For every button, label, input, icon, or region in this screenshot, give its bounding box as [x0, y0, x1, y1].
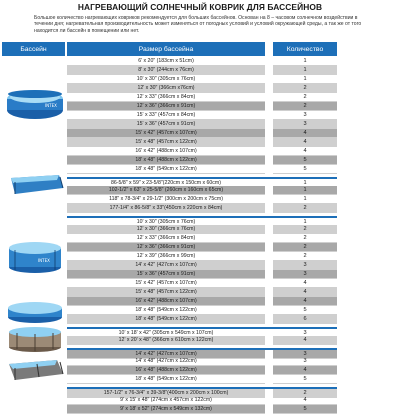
pool-size-cell: 177-1/4" x 86-5/8" x 33"(450cm x 220cm x 84cm) — [67, 204, 265, 213]
quantity-cell: 3 — [273, 329, 337, 338]
table-row — [67, 357, 337, 366]
table-row — [67, 225, 337, 234]
table-row — [67, 336, 337, 345]
table-row — [67, 288, 337, 297]
table-row — [67, 195, 337, 204]
table-row — [67, 57, 337, 66]
pool-size-cell: 12' x 20' x 48" (366cm x 610cm x 122cm) — [67, 336, 265, 345]
svg-text:INTEX: INTEX — [38, 258, 50, 263]
pool-size-cell: 14' x 48" (427cm x 122cm) — [67, 357, 265, 366]
pool-size-cell: 157-1/2" x 76-3/4" x 39-3/8"(400cm x 200cm x 100cm) — [67, 389, 265, 398]
pool-size-cell: 15' x 42" (457cm x 107cm) — [67, 279, 265, 288]
pool-size-cell: 15' x 33" (457cm x 84cm) — [67, 111, 265, 120]
table-row — [67, 120, 337, 129]
metal-frame-pool-image — [5, 240, 65, 274]
quantity-cell: 3 — [273, 357, 337, 366]
quantity-cell: 2 — [273, 389, 337, 398]
table-row — [67, 297, 337, 306]
pool-size-cell: 9' x 18' x 52" (274cm x 549cm x 132cm) — [67, 405, 265, 414]
table-row — [67, 138, 337, 147]
pool-size-cell: 15' x 48" (457cm x 122cm) — [67, 138, 265, 147]
quantity-cell: 1 — [273, 195, 337, 204]
table-row — [67, 111, 337, 120]
quantity-cell: 3 — [273, 350, 337, 359]
pool-size-cell: 10' x 30" (305cm x 76cm) — [67, 75, 265, 84]
pool-size-cell: 14' x 42" (427cm x 107cm) — [67, 350, 265, 359]
pool-size-cell: 18' x 48" (549cm x 122cm) — [67, 165, 265, 174]
table-row — [67, 315, 337, 324]
header-qty: Количество — [273, 42, 337, 56]
quantity-cell: 5 — [273, 306, 337, 315]
pool-size-cell: 9' x 15' x 48" (274cm x 457cm x 122cm) — [67, 396, 265, 405]
pool-size-cell: 18' x 48" (549cm x 122cm) — [67, 306, 265, 315]
table-row — [67, 375, 337, 384]
quantity-cell: 2 — [273, 243, 337, 252]
header-pool: Бассейн — [2, 42, 65, 56]
table-row — [67, 366, 337, 375]
table-row — [67, 165, 337, 174]
table-row — [67, 306, 337, 315]
quantity-cell: 4 — [273, 366, 337, 375]
quantity-cell: 4 — [273, 138, 337, 147]
pool-size-cell: 15' x 48" (457cm x 122cm) — [67, 288, 265, 297]
header-size: Размер бассейна — [67, 42, 265, 56]
page-title: НАГРЕВАЮЩИЙ СОЛНЕЧНЫЙ КОВРИК ДЛЯ БАССЕЙНОВ — [77, 2, 323, 12]
quantity-cell: 4 — [273, 396, 337, 405]
quantity-cell: 2 — [273, 93, 337, 102]
table-row — [67, 129, 337, 138]
table-row — [67, 66, 337, 75]
quantity-cell: 1 — [273, 75, 337, 84]
pool-size-cell: 15' x 36" (457cm x 91cm) — [67, 270, 265, 279]
pool-size-cell: 15' x 42" (457cm x 107cm) — [67, 129, 265, 138]
quantity-cell: 1 — [273, 66, 337, 75]
quantity-cell: 3 — [273, 270, 337, 279]
quantity-cell: 4 — [273, 279, 337, 288]
pool-size-cell: 118" x 78-3/4" x 29-1/2" (300cm x 200cm x 75cm) — [67, 195, 265, 204]
table-row — [67, 156, 337, 165]
quantity-cell: 3 — [273, 120, 337, 129]
table-row — [67, 84, 337, 93]
table-row — [67, 396, 337, 405]
table-row — [67, 75, 337, 84]
pool-size-cell: 12' x 39" (366cm x 99cm) — [67, 252, 265, 261]
intex-logo-text: INTEX — [45, 103, 57, 108]
quantity-cell: 5 — [273, 375, 337, 384]
quantity-cell: 2 — [273, 204, 337, 213]
quantity-cell: 2 — [273, 84, 337, 93]
quantity-cell: 4 — [273, 288, 337, 297]
table-row — [67, 204, 337, 213]
quantity-cell: 1 — [273, 179, 337, 188]
pool-size-cell: 102-1/2" x 63" x 25-5/8" (260cm x 160cm x 65cm) — [67, 186, 265, 195]
easy-set-pool-image — [5, 85, 65, 121]
pool-size-cell: 10' x 18' x 42" (305cm x 549cm x 107cm) — [67, 329, 265, 338]
quantity-cell: 5 — [273, 405, 337, 414]
pool-size-cell: 86-5/8" x 59" x 23-5/8"(220cm x 150cm x 60cm) — [67, 179, 265, 188]
quantity-cell: 5 — [273, 156, 337, 165]
quantity-cell: 4 — [273, 129, 337, 138]
pool-size-cell: 12' x 36" (366cm x 91cm) — [67, 102, 265, 111]
table-row — [67, 405, 337, 414]
rect-ultra-frame-pool-image — [5, 356, 65, 386]
rectangular-frame-pool-image — [5, 172, 65, 198]
pool-size-cell: 12' x 36" (366cm x 91cm) — [67, 243, 265, 252]
pool-size-cell: 14' x 42" (427cm x 107cm) — [67, 261, 265, 270]
pool-size-cell: 12' x 33" (366cm x 84cm) — [67, 93, 265, 102]
oval-pool-image — [5, 300, 65, 324]
quantity-cell: 1 — [273, 218, 337, 227]
quantity-cell: 1 — [273, 57, 337, 66]
pool-size-cell: 12' x 33" (366cm x 84cm) — [67, 234, 265, 243]
pool-size-cell: 16' x 42" (488cm x 107cm) — [67, 297, 265, 306]
table-row — [67, 252, 337, 261]
quantity-cell: 3 — [273, 261, 337, 270]
intro-text: Большое количество нагревающих ковриков рекомендуется для больших бассейнов. Основан на 8 – часовом солнечном воздействии в течении дня; нагревательная производительность может изменяться от погодных условий и условий окружающей среды, а так же от того находится ли бассейн в помещении или нет. — [34, 15, 362, 34]
pool-size-cell: 18' x 48" (488cm x 122cm) — [67, 156, 265, 165]
quantity-cell: 4 — [273, 336, 337, 345]
table-row — [67, 279, 337, 288]
table-row — [67, 261, 337, 270]
pool-size-cell: 8' x 30" (244cm x 76cm) — [67, 66, 265, 75]
quantity-cell: 4 — [273, 147, 337, 156]
pool-size-cell: 16' x 42" (488cm x 107cm) — [67, 147, 265, 156]
quantity-cell: 2 — [273, 102, 337, 111]
quantity-cell: 2 — [273, 252, 337, 261]
quantity-cell: 3 — [273, 111, 337, 120]
pool-size-cell: 18' x 48" (549cm x 122cm) — [67, 315, 265, 324]
pool-size-cell: 12' x 30" (366cm x 76cm) — [67, 225, 265, 234]
quantity-cell: 6 — [273, 315, 337, 324]
table-row — [67, 270, 337, 279]
table-row — [67, 234, 337, 243]
pool-size-cell: 12' x 30" (366cm x76cm) — [67, 84, 265, 93]
table-row — [67, 93, 337, 102]
quantity-cell: 4 — [273, 297, 337, 306]
table-row — [67, 147, 337, 156]
table-row — [67, 243, 337, 252]
ultra-frame-pool-image — [5, 325, 65, 353]
pool-size-cell: 15' x 36" (457cm x 91cm) — [67, 120, 265, 129]
pool-size-cell: 10' x 30" (305cm x 76cm) — [67, 218, 265, 227]
pool-size-cell: 18' x 48" (549cm x 122cm) — [67, 375, 265, 384]
quantity-cell: 5 — [273, 165, 337, 174]
pool-size-cell: 16' x 48" (488cm x 122cm) — [67, 366, 265, 375]
table-row — [67, 186, 337, 195]
pool-size-cell: 6' x 20" (183cm x 51cm) — [67, 57, 265, 66]
table-row — [67, 102, 337, 111]
quantity-cell: 1 — [273, 186, 337, 195]
quantity-cell: 2 — [273, 225, 337, 234]
quantity-cell: 2 — [273, 234, 337, 243]
